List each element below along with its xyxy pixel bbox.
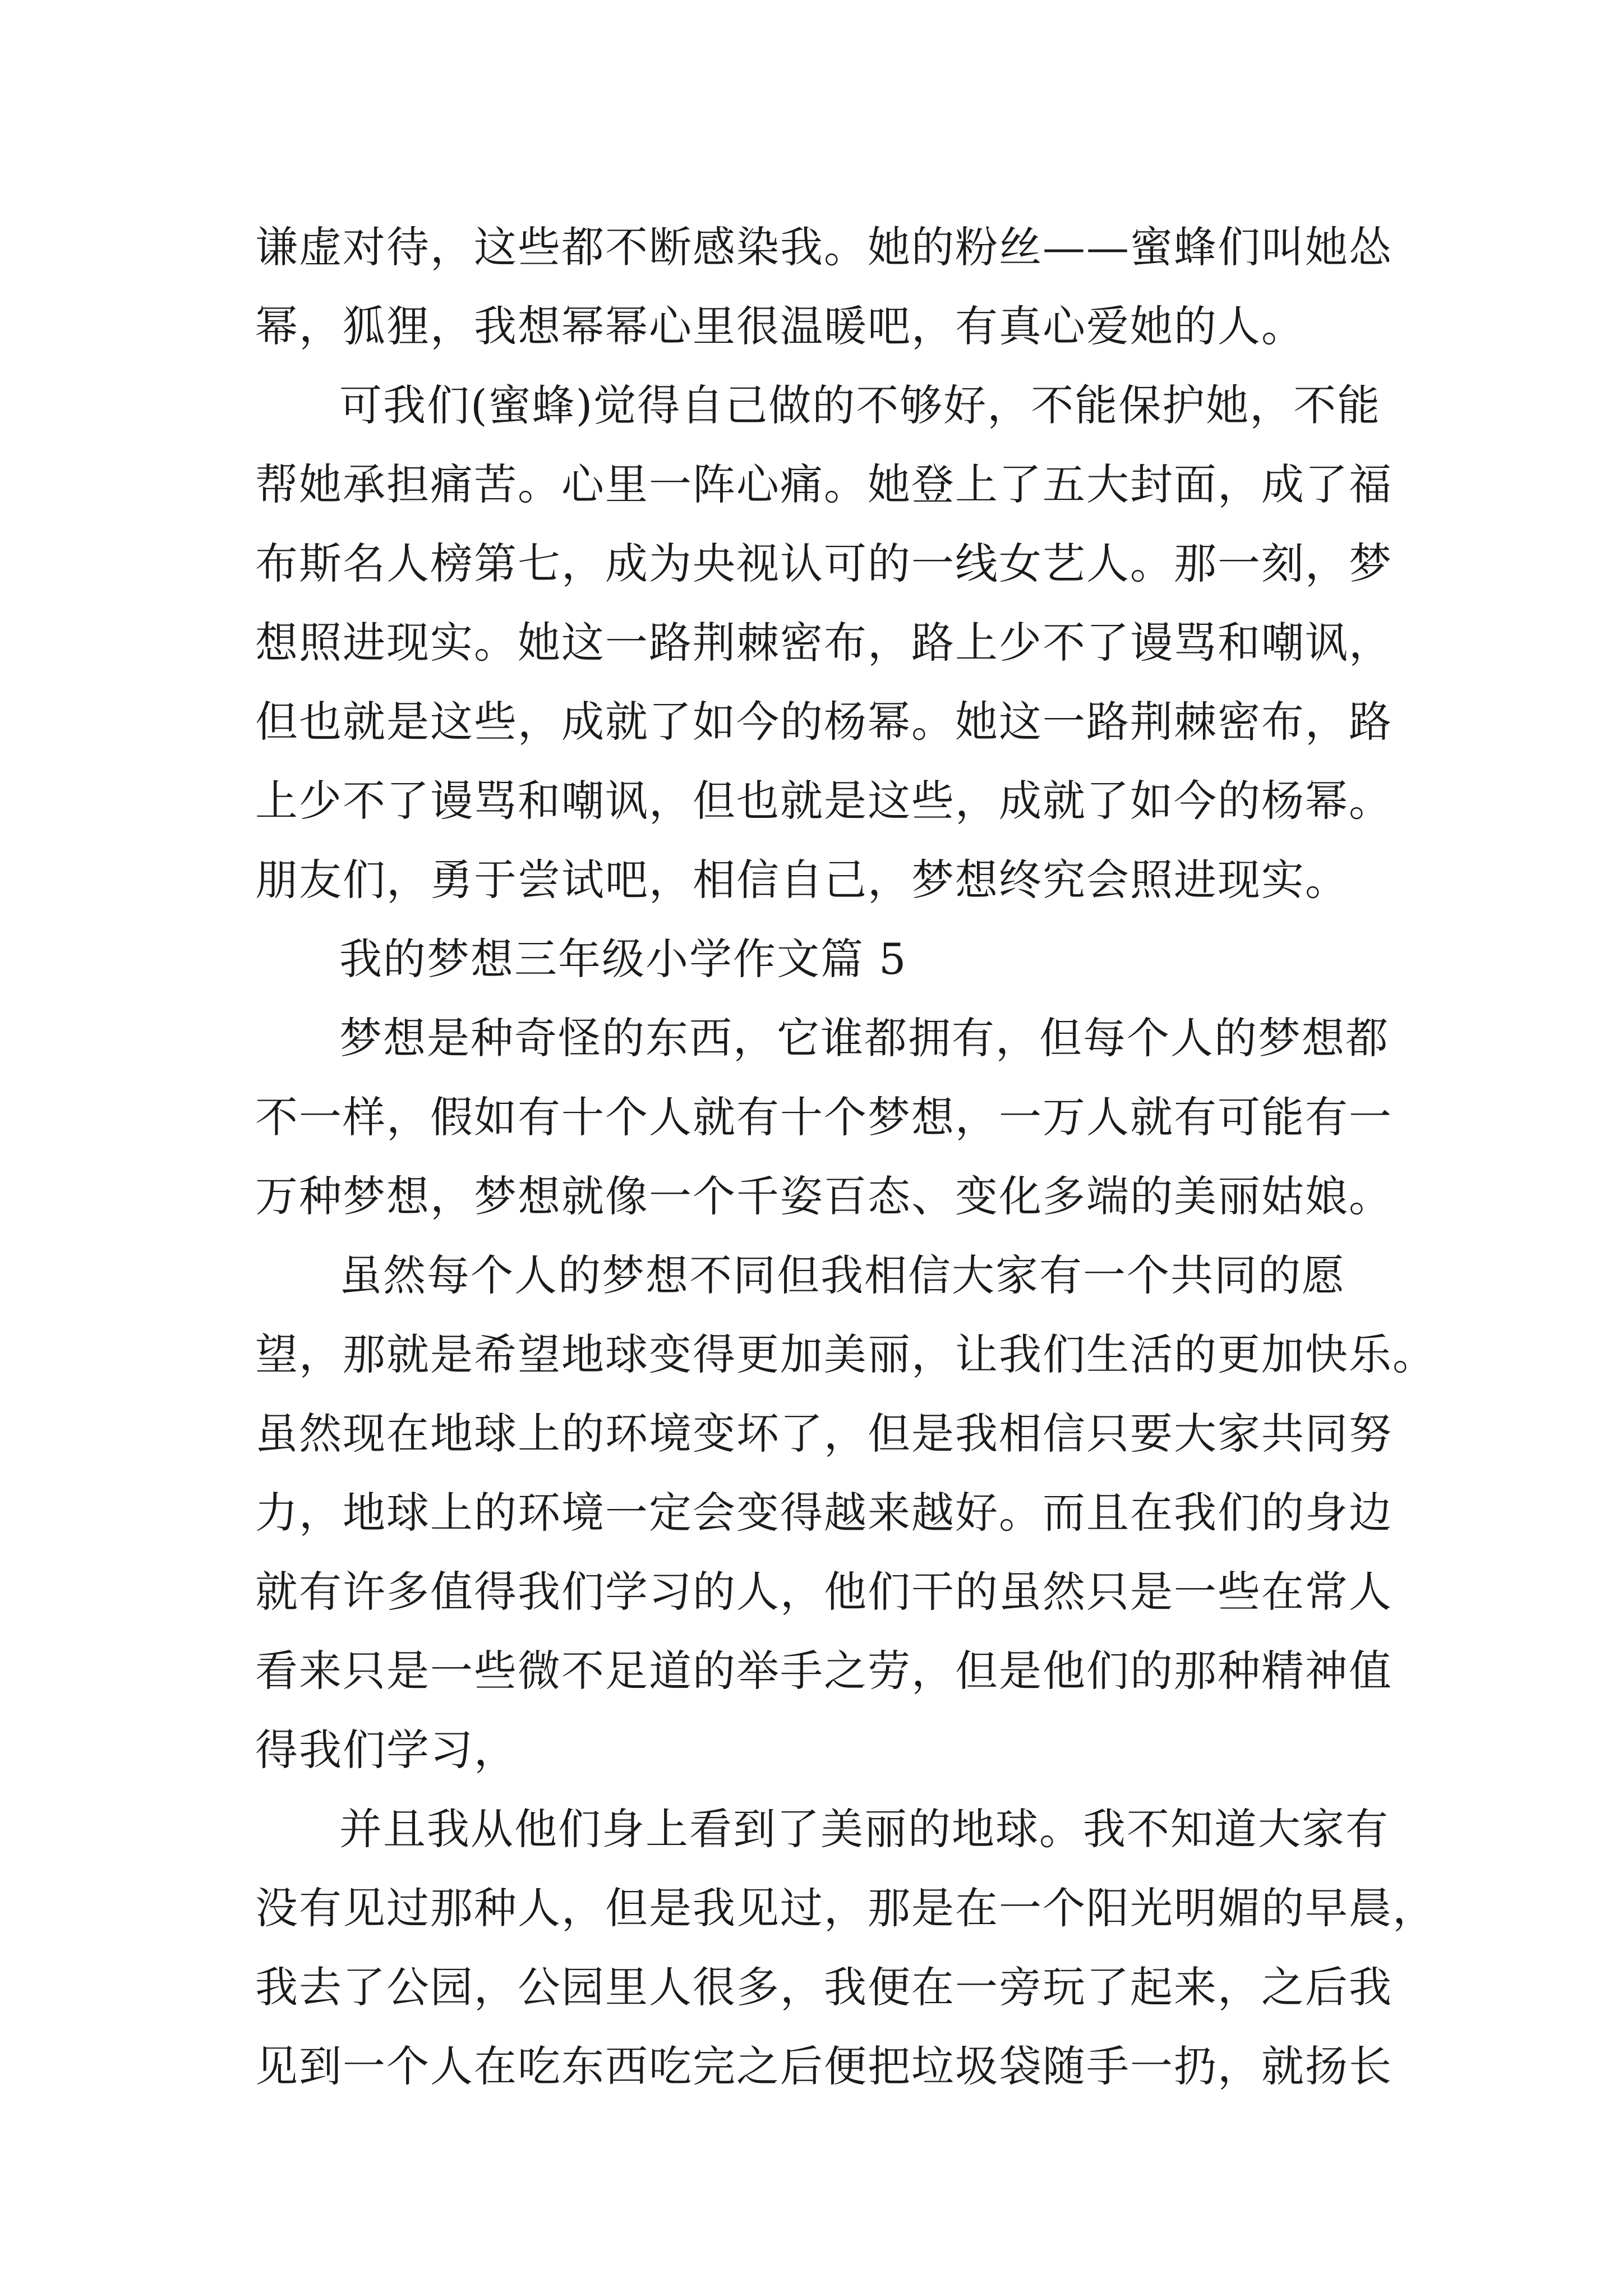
text-line: 想照进现实。她这一路荆棘密布，路上少不了谩骂和嘲讽，	[255, 618, 1393, 668]
text-line: 虽然现在地球上的环境变坏了，但是我相信只要大家共同努	[255, 1409, 1393, 1458]
text-line: 但也就是这些，成就了如今的杨幂。她这一路荆棘密布，路	[255, 697, 1393, 747]
text-line: 幂，狐狸，我想幂幂心里很温暖吧，有真心爱她的人。	[255, 301, 1305, 351]
text-line: 没有见过那种人，但是我见过，那是在一个阳光明媚的早晨，	[255, 1883, 1436, 1933]
text-line: 朋友们，勇于尝试吧，相信自己，梦想终究会照进现实。	[255, 855, 1349, 905]
text-line: 见到一个人在吃东西吃完之后便把垃圾袋随手一扔，就扬长	[255, 2041, 1393, 2091]
text-line: 我去了公园，公园里人很多，我便在一旁玩了起来，之后我	[255, 1962, 1393, 2012]
text-line: 布斯名人榜第七，成为央视认可的一线女艺人。那一刻，梦	[255, 539, 1393, 588]
text-line: 帮她承担痛苦。心里一阵心痛。她登上了五大封面，成了福	[255, 459, 1393, 509]
text-line: 上少不了谩骂和嘲讽，但也就是这些，成就了如今的杨幂。	[255, 776, 1393, 826]
text-line: 得我们学习，	[255, 1725, 518, 1775]
text-line: 力，地球上的环境一定会变得越来越好。而且在我们的身边	[255, 1488, 1393, 1538]
text-line: 可我们(蜜蜂)觉得自己做的不够好，不能保护她，不能	[339, 380, 1381, 430]
text-line: 望，那就是希望地球变得更加美丽，让我们生活的更加快乐。	[255, 1329, 1436, 1379]
text-line: 梦想是种奇怪的东西，它谁都拥有，但每个人的梦想都	[339, 1013, 1389, 1063]
text-line: 并且我从他们身上看到了美丽的地球。我不知道大家有	[339, 1804, 1389, 1854]
text-line: 不一样，假如有十个人就有十个梦想，一万人就有可能有一	[255, 1092, 1393, 1142]
text-line: 看来只是一些微不足道的举手之劳，但是他们的那种精神值	[255, 1646, 1393, 1696]
text-line: 就有许多值得我们学习的人，他们干的虽然只是一些在常人	[255, 1567, 1393, 1617]
text-line: 虽然每个人的梦想不同但我相信大家有一个共同的愿	[339, 1250, 1345, 1300]
text-line: 万种梦想，梦想就像一个千姿百态、变化多端的美丽姑娘。	[255, 1171, 1393, 1221]
section-heading: 我的梦想三年级小学作文篇 5	[339, 934, 907, 984]
text-line: 谦虚对待，这些都不断感染我。她的粉丝——蜜蜂们叫她怂	[255, 222, 1393, 272]
